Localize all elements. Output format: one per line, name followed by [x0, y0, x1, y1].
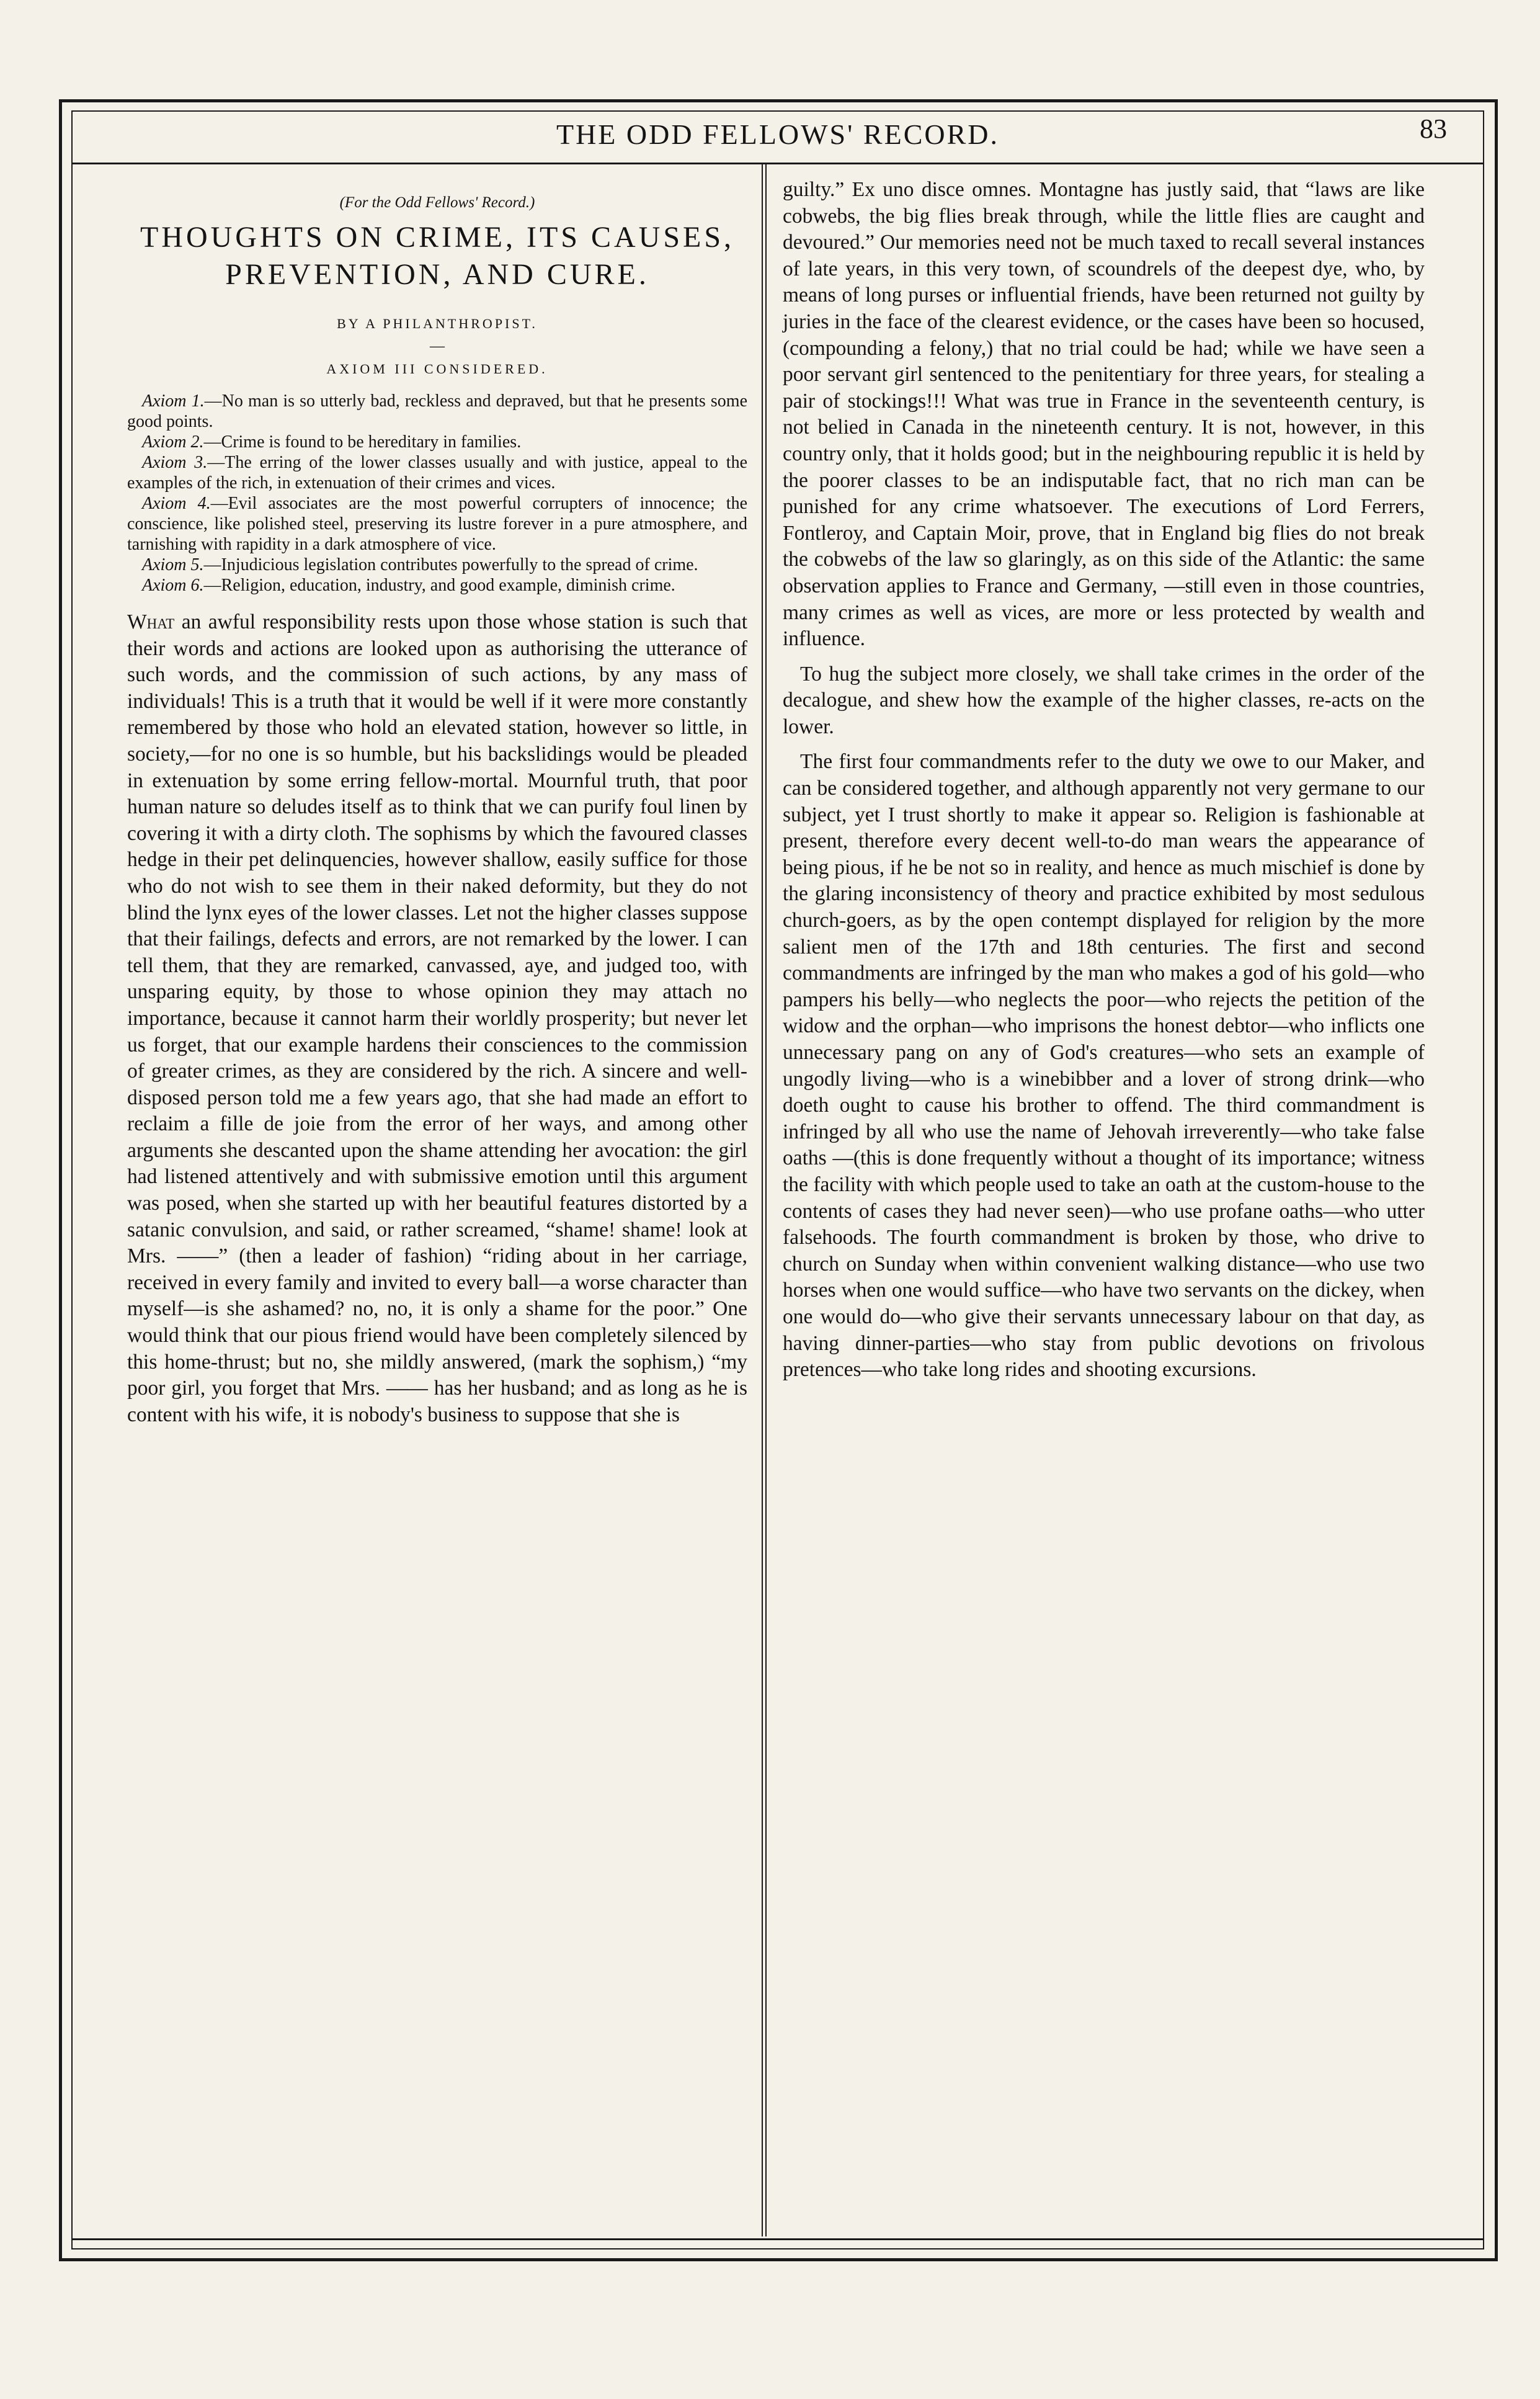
header-rule: [71, 163, 1484, 164]
axiom-item: [127, 391, 747, 432]
axiom-label: Axiom 3.: [142, 453, 208, 472]
axiom-label: Axiom 2.: [142, 432, 204, 452]
page-number: 83: [1420, 114, 1447, 144]
paragraph-text: an awful responsibility rests upon those whose station is such that their words and actions are looked upon as authorising the utterance of such words, and the commission of such actions, by any mass of individuals! This is a truth that it would be well if it were more constantly remembered by those who hold an elevated station, however so little, in society,—for no one is so humble, but his backslidings would be pleaded in extenuation by some erring fellow-mortal. Mournful truth, that poor human nature so deludes itself as to think that we can purify foul linen by covering it with a dirty cloth. The sophisms by which the favoured classes hedge in their pet delinquencies, however shallow, easily suffice for those who do not wish to see them in their naked deformity, but they do not blind the lynx eyes of the lower classes. Let not the higher classes suppose that their failings, defects and errors, are not remarked by the lower. I can tell them, that they are remarked, canvassed, aye, and judged too, with unsparing equity, by those to whose opinion they may attach no importance, because it cannot harm their worldly prosperity; but never let us forget, that our example hardens their consciences to the commission of greater crimes, as they are considered by the rich. A sincere and well-disposed person told me a few years ago, that she had made an effort to reclaim a fille de joie from the error of her ways, and among other arguments she descanted upon the shame attending her avocation: the girl had listened attentively and with submissive emotion until this argument was posed, when she started up with her beautiful features distorted by a satanic convulsion, and said, or rather screamed, “shame! shame! look at Mrs. ——” (then a leader of fashion) “riding about in her carriage, received in every family and invited to every ball—a worse character than myself—is she ashamed? no, no, it is only a shame for the poor.” One would think that our pious friend would have been completely silenced by this home-thrust; but no, she mildly answered, (mark the sophism,) “my poor girl, you forget that Mrs. —— has her husband; and as long as he is content with his wife, it is nobody's business to suppose that she is: [127, 610, 747, 1426]
body-paragraph: To hug the subject more closely, we shall take crimes in the order of the decalogue, and shew how the example of the higher classes, re-acts on the lower.: [783, 662, 1425, 738]
body-paragraph: The first four commandments refer to the duty we owe to our Maker, and can be considered together, and although apparently not very germane to our subject, yet I trust shortly to make it appear so. Religion is fashionable at present, therefore every decent well-to-do man wears the appearance of being pious, if he be not so in reality, and hence as much mischief is done by the glaring inconsistency of theory and practice exhibited by most sedulous church-goers, as by the open contempt displayed for religion by the more salient men of the 17th and 18th centuries. The first and second commandments are infringed by the man who makes a god of his gold—who pampers his belly—who neglects the poor—who rejects the petition of the widow and the orphan—who imprisons the honest debtor—who inflicts one unnecessary pang on any of God's creatures—who sets an example of ungodly living—who is a winebibber and a lover of strong drink—who doeth ought to cause his brother to offend. The third commandment is infringed by all who use the name of Jehovah irreverently—who take false oaths —(this is done frequently without a thought of its importance; witness the facility with which people used to take an oath at the custom-house to the contents of cases they had never seen)—who use profane oaths—who utter falsehoods. The fourth commandment is broken by those, who drive to church on Sunday when within convenient walking distance—who use two horses when one would suffice—who have two servants on the dickey, when one would do—who give their servants unnecessary labour on that day, as having dinner-parties—who stay from public devotions on frivolous pretences—who take long rides and shooting excursions.: [783, 750, 1425, 1382]
drop-word: What: [127, 610, 175, 633]
source-note: (For the Odd Fellows' Record.): [339, 194, 535, 211]
axiom-item: [127, 493, 747, 555]
axiom-item: [127, 555, 747, 575]
body-paragraph: guilty.” Ex uno disce omnes. Montagne has justly said, that “laws are like cobwebs, the big flies break through, while the little flies are caught and devoured.” Our memories need not be much taxed to recall several instances of late years, in this very town, of scoundrels of the deepest dye, who, by means of long purses or influential friends, have been returned not guilty by juries in the face of the clearest evidence, or the cases have been so hocused, (compounding a felony,) that no trial could be had; while we have seen a poor servant girl sentenced to the penitentiary for three years, for stealing a pair of stockings!!! What was true in France in the seventeenth century, is not belied in Canada in the nineteenth century. It is not, however, in this country only, that it holds good; but in the neighbouring republic it is held by the poorer classes to be an indisputable fact, that no rich man can be punished for any crime whatsoever. The executions of Lord Ferrers, Fontleroy, and Captain Moir, prove, that in England big flies do not break the cobwebs of the law so glaringly, as on this side of the Atlantic: the same observation applies to France and Germany, —still even in those countries, many crimes as well as vices, are more or less protected by wealth and influence.: [783, 178, 1425, 651]
axiom-item: [127, 575, 747, 596]
axiom-label: Axiom 5.: [142, 555, 204, 574]
axiom-text: —Crime is found to be hereditary in families.: [203, 432, 522, 452]
footer-rule: [71, 2238, 1484, 2240]
running-head: [71, 114, 1484, 161]
axiom-item: [127, 452, 747, 493]
article-title: [127, 219, 747, 293]
body-paragraph: [127, 609, 747, 1428]
article-title-line-1: THOUGHTS ON CRIME, ITS CAUSES,: [140, 221, 735, 254]
axiom-text: —No man is so utterly bad, reckless and depraved, but that he presents some good points.: [127, 391, 748, 431]
axiom-text: —The erring of the lower classes usually and with justice, appeal to the examples of the rich, in extenuation of their crimes and vices.: [127, 453, 748, 493]
right-column: [783, 177, 1425, 1383]
axiom-text: —Religion, education, industry, and good example, diminish crime.: [203, 576, 675, 595]
axiom-item: [127, 432, 747, 452]
separator-dash: —: [430, 338, 445, 354]
axiom-list: [127, 391, 747, 596]
axiom-label: Axiom 4.: [142, 494, 211, 513]
running-title: THE ODD FELLOWS' RECORD.: [556, 118, 1000, 150]
axiom-label: Axiom 1.: [142, 391, 205, 411]
left-column: [127, 177, 747, 1428]
column-divider: [762, 164, 767, 2236]
axiom-label: Axiom 6.: [142, 576, 204, 595]
byline: BY A PHILANTHROPIST.: [337, 316, 538, 331]
axiom-text: —Injudicious legislation contributes powerfully to the spread of crime.: [203, 555, 698, 574]
article-title-line-2: PREVENTION, AND CURE.: [225, 258, 649, 291]
section-heading: AXIOM III CONSIDERED.: [326, 361, 548, 377]
axiom-text: —Evil associates are the most powerful corrupters of innocence; the conscience, like polished steel, preserving its lustre forever in a pure atmosphere, and tarnishing with rapidity in a dark atmosphere of vice.: [127, 494, 747, 554]
